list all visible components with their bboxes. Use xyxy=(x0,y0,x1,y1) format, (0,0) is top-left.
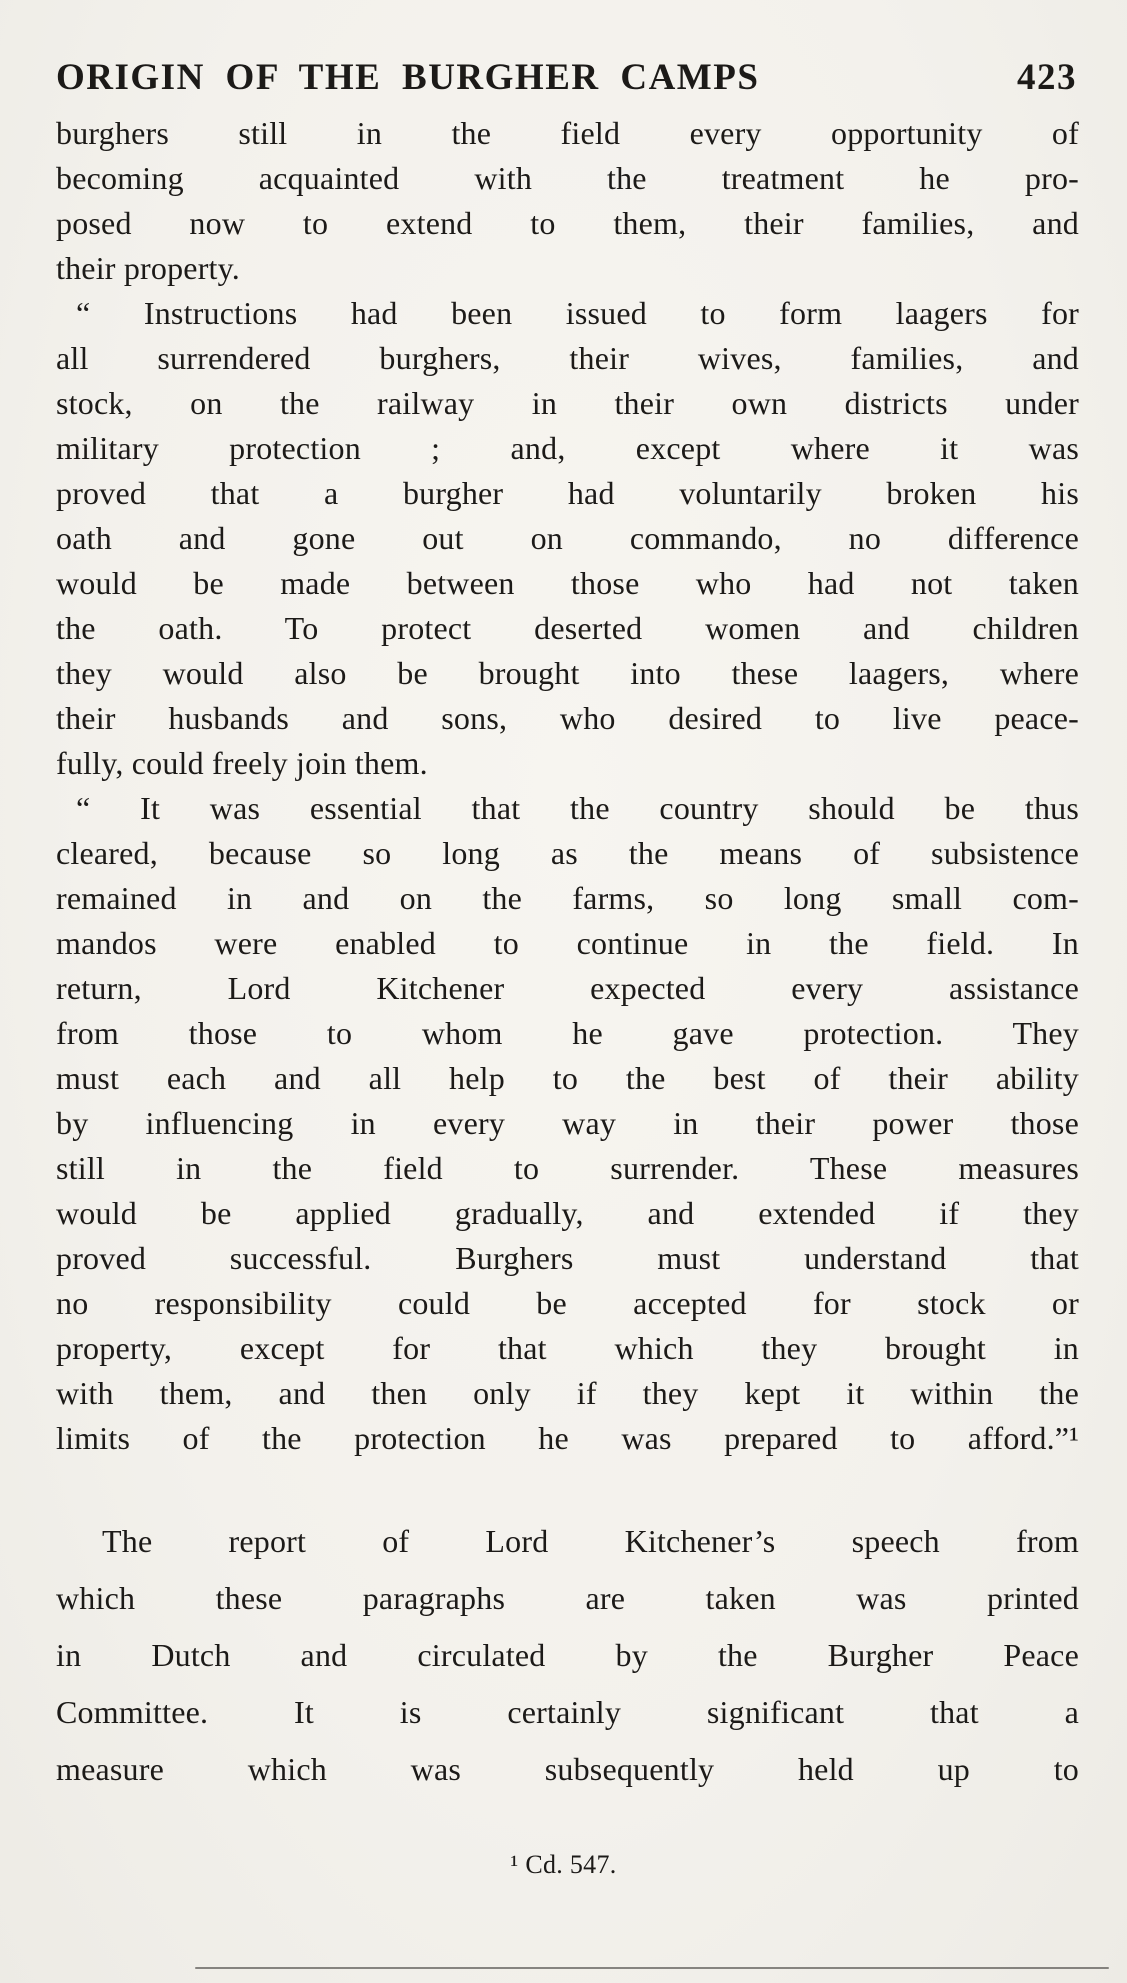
text-line: in Dutch and circulated by the Burgher Peace xyxy=(56,1637,1079,1673)
text-line: fully, could freely join them. xyxy=(56,745,428,781)
text-line: Committee. It is certainly significant that a xyxy=(56,1694,1079,1730)
text-line: must each and all help to the best of their ability xyxy=(56,1060,1079,1096)
footnote: ¹ Cd. 547. xyxy=(510,1850,617,1879)
text-line: becoming acquainted with the treatment he pro- xyxy=(56,160,1079,196)
scan-edge-artifact xyxy=(195,1967,1109,1969)
paragraph xyxy=(56,111,1079,291)
text-line: would be made between those who had not taken xyxy=(56,565,1079,601)
text-line: by influencing in every way in their power those xyxy=(56,1105,1079,1141)
text-line: “ It was essential that the country should be thus xyxy=(76,790,1079,826)
text-line: The report of Lord Kitchener’s speech from xyxy=(102,1523,1079,1559)
text-line: proved that a burgher had voluntarily broken his xyxy=(56,475,1079,511)
paragraph xyxy=(56,1513,1079,1798)
text-line: would be applied gradually, and extended if they xyxy=(56,1195,1079,1231)
text-line: stock, on the railway in their own districts under xyxy=(56,385,1079,421)
running-head xyxy=(0,0,1127,99)
text-line: cleared, because so long as the means of subsistence xyxy=(56,835,1079,871)
page-title: ORIGIN OF THE BURGHER CAMPS xyxy=(56,57,760,98)
text-line: with them, and then only if they kept it within the xyxy=(56,1375,1079,1411)
text-line: from those to whom he gave protection. They xyxy=(56,1015,1079,1051)
text-line: their husbands and sons, who desired to live peace- xyxy=(56,700,1079,736)
text-line: property, except for that which they brought in xyxy=(56,1330,1079,1366)
text-line: still in the field to surrender. These measures xyxy=(56,1150,1079,1186)
text-line: remained in and on the farms, so long small com- xyxy=(56,880,1079,916)
text-line: limits of the protection he was prepared to afford.”¹ xyxy=(56,1420,1079,1456)
text-line: no responsibility could be accepted for stock or xyxy=(56,1285,1079,1321)
text-line: burghers still in the field every opportunity of xyxy=(56,115,1079,151)
text-line: all surrendered burghers, their wives, families, and xyxy=(56,340,1079,376)
text-line: they would also be brought into these laagers, where xyxy=(56,655,1079,691)
text-line: posed now to extend to them, their families, and xyxy=(56,205,1079,241)
text-line: measure which was subsequently held up to xyxy=(56,1751,1079,1787)
paragraph xyxy=(56,786,1079,1461)
text-line: “ Instructions had been issued to form laagers for xyxy=(76,295,1079,331)
text-line: which these paragraphs are taken was printed xyxy=(56,1580,1079,1616)
page-number: 423 xyxy=(1017,57,1077,98)
text-line: oath and gone out on commando, no difference xyxy=(56,520,1079,556)
text-line: military protection ; and, except where it was xyxy=(56,430,1079,466)
text-line: the oath. To protect deserted women and children xyxy=(56,610,1079,646)
text-block xyxy=(0,99,1127,1798)
text-line: proved successful. Burghers must understand that xyxy=(56,1240,1079,1276)
text-line: their property. xyxy=(56,250,240,286)
paragraph xyxy=(56,291,1079,786)
text-line: return, Lord Kitchener expected every assistance xyxy=(56,970,1079,1006)
text-line: mandos were enabled to continue in the field. In xyxy=(56,925,1079,961)
